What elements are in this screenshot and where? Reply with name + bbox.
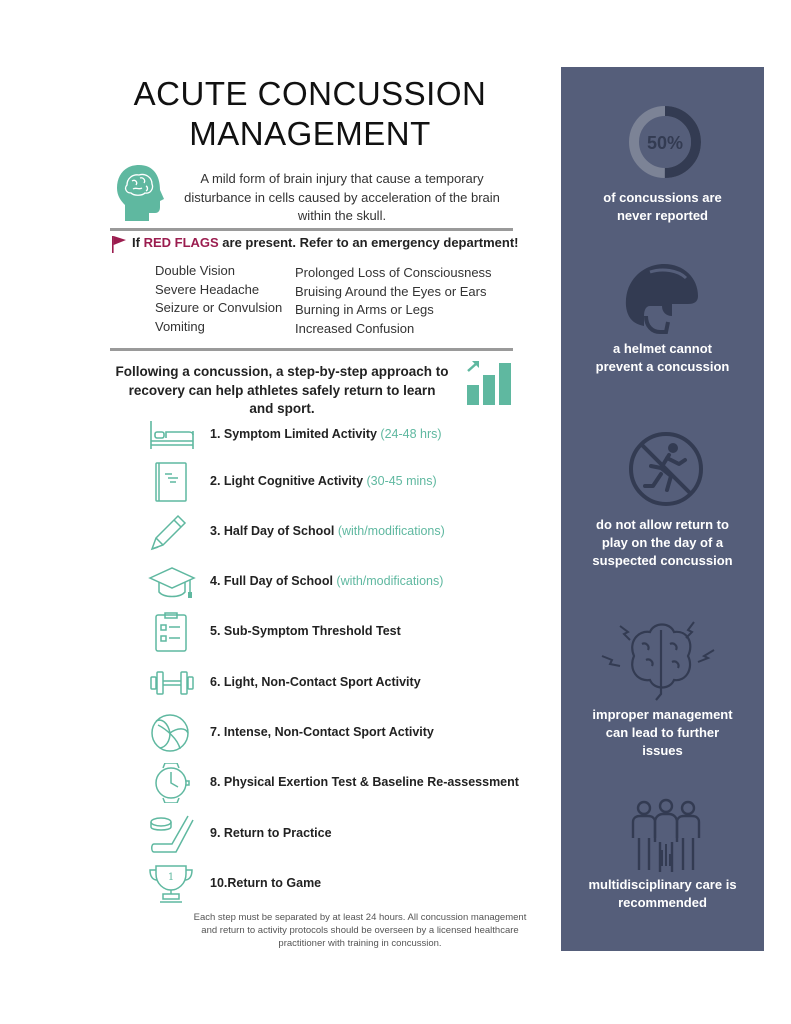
red-flags-heading: If RED FLAGS are present. Refer to an emergency department! xyxy=(132,235,519,250)
graduation-cap-icon xyxy=(148,562,196,602)
fact-1: of concussions are never reported xyxy=(603,190,722,223)
step-6: 6. Light, Non-Contact Sport Activity xyxy=(148,663,568,703)
flag-icon xyxy=(111,235,127,253)
list-item: Prolonged Loss of Consciousness xyxy=(295,265,492,280)
percent-label: 50% xyxy=(646,133,684,153)
step-3: 3. Half Day of School (with/modifications) xyxy=(148,512,568,552)
fact-5: multidisciplinary care is recommended xyxy=(588,877,737,910)
list-item: Seizure or Convulsion xyxy=(155,300,283,315)
step-9: 9. Return to Practice xyxy=(148,814,568,854)
page-title: ACUTE CONCUSSION MANAGEMENT xyxy=(133,75,487,152)
brain-head-icon xyxy=(115,163,165,223)
red-flags-list-left xyxy=(155,262,282,336)
step-8: 8. Physical Exertion Test & Baseline Re-assessment xyxy=(148,763,568,803)
progress-bars-icon xyxy=(465,359,513,405)
percent-donut-icon xyxy=(627,104,703,180)
step-5: 5. Sub-Symptom Threshold Test xyxy=(148,612,568,652)
trophy-number: 1 xyxy=(167,872,175,883)
team-care-icon xyxy=(627,798,705,874)
helmet-icon xyxy=(622,262,702,338)
list-item: Bruising Around the Eyes or Ears xyxy=(295,283,487,299)
headache-brain-icon xyxy=(598,612,718,702)
list-item: Severe Headache xyxy=(155,281,260,297)
footer-note: Each step must be separated by at least 24 hours. All concussion management and return to activity protocols should be overseen by a licensed healthcare practitioner with training in concussion. xyxy=(193,912,527,949)
fact-2: a helmet cannot prevent a concussion xyxy=(595,341,730,374)
no-running-icon xyxy=(627,430,705,508)
recovery-intro: Following a concussion, a step-by-step approach to recovery can help athletes safely return to learn and sport. xyxy=(115,364,449,416)
step-2: 2. Light Cognitive Activity (30-45 mins) xyxy=(148,462,568,502)
fact-4: improper management can lead to further issues xyxy=(592,707,733,758)
step-1: 1. Symptom Limited Activity (24-48 hrs) xyxy=(148,415,568,455)
step-4: 4. Full Day of School (with/modifications) xyxy=(148,562,568,602)
divider xyxy=(110,348,513,351)
fact-3: do not allow return to play on the day of a suspected concussion xyxy=(592,517,733,568)
red-flags-list-right xyxy=(295,264,492,338)
list-item: Burning in Arms or Legs xyxy=(295,302,434,317)
step-10: 1 10.Return to Game xyxy=(148,864,568,904)
dumbbell-icon xyxy=(148,663,196,703)
divider xyxy=(110,228,513,231)
list-item: Vomiting xyxy=(155,318,205,334)
book-icon xyxy=(148,462,196,502)
pencil-icon xyxy=(148,512,196,552)
trophy-icon xyxy=(148,864,196,904)
watch-icon xyxy=(148,763,196,803)
step-7: 7. Intense, Non-Contact Sport Activity xyxy=(148,713,568,753)
hockey-icon xyxy=(148,814,196,854)
bed-icon xyxy=(148,415,196,455)
list-item: Double Vision xyxy=(155,263,235,278)
intro-text: A mild form of brain injury that cause a temporary disturbance in cells caused by acceleration of the brain within the skull. xyxy=(184,171,500,223)
clipboard-icon xyxy=(148,612,196,652)
list-item: Increased Confusion xyxy=(295,320,415,336)
volleyball-icon xyxy=(148,713,196,753)
